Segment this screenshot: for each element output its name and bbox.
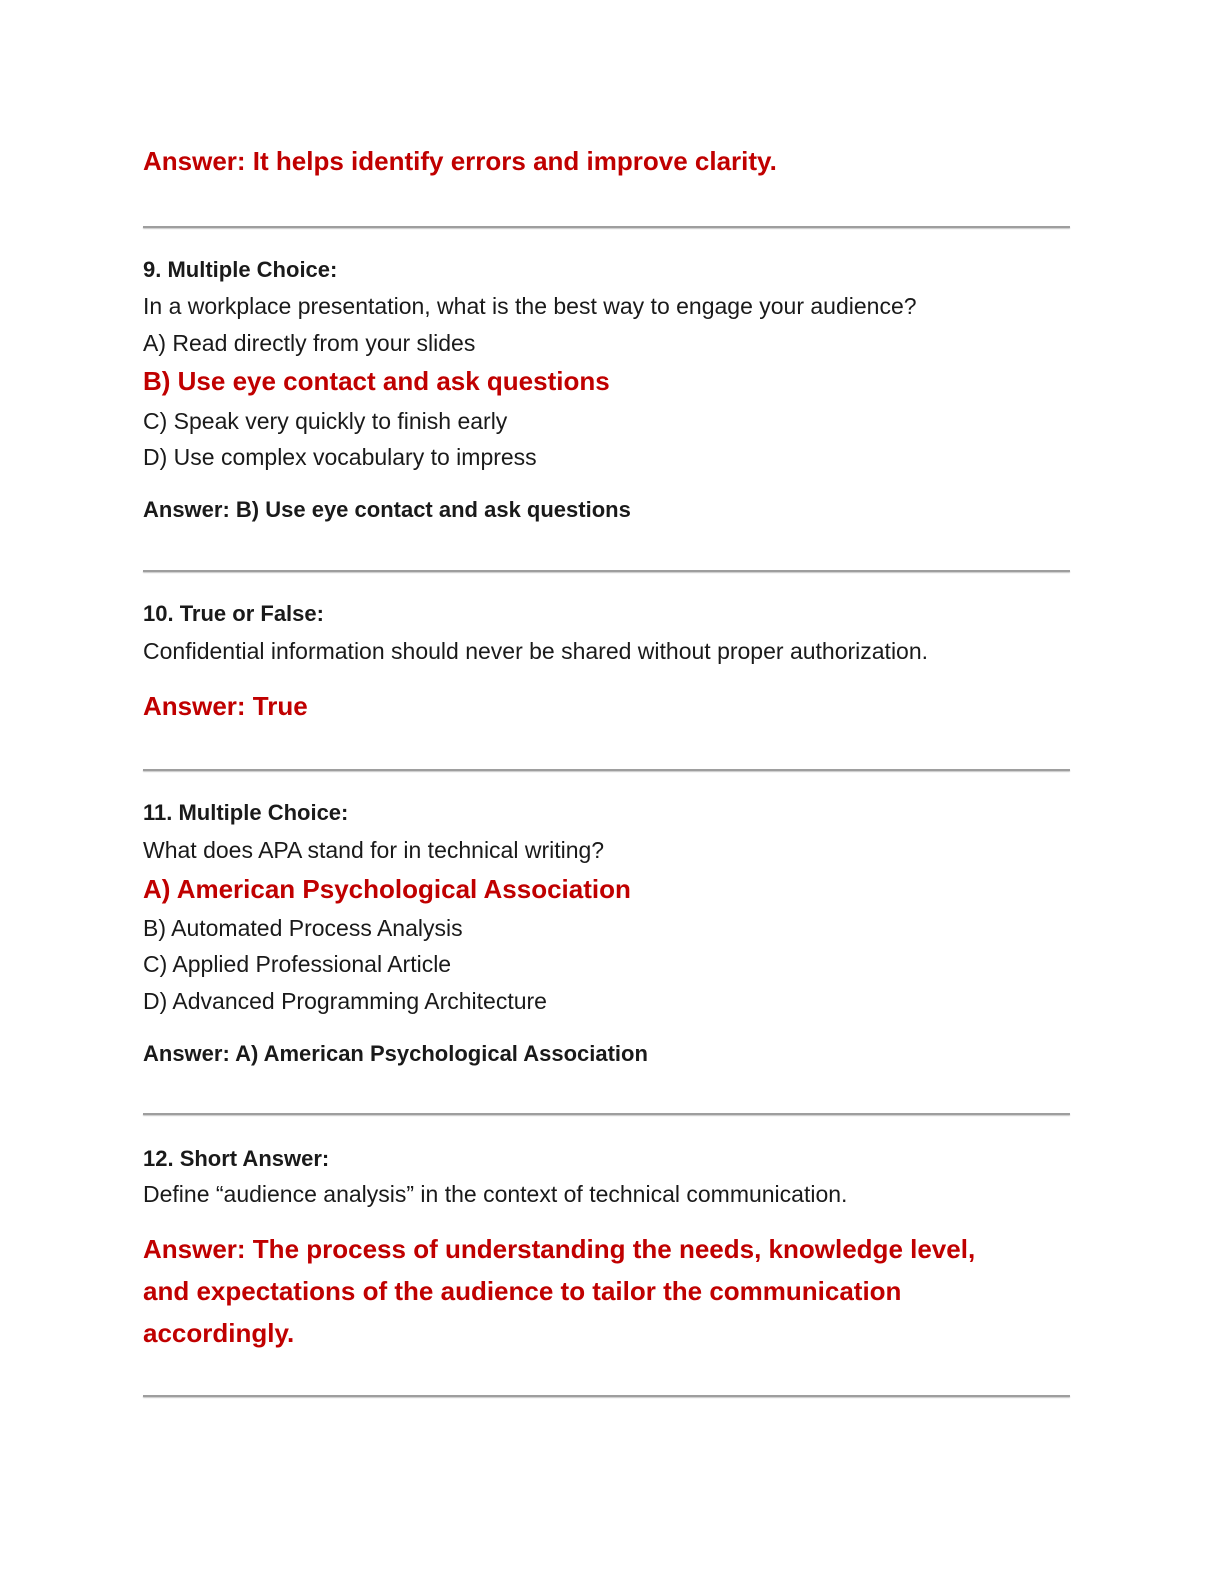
divider: [143, 570, 1070, 572]
divider: [143, 1395, 1070, 1397]
q11-option-b: B) Automated Process Analysis: [143, 915, 463, 941]
q11-option-d: D) Advanced Programming Architecture: [143, 988, 547, 1014]
q11-question: What does APA stand for in technical writing?: [143, 837, 605, 863]
q12-question: Define “audience analysis” in the context of technical communication.: [143, 1181, 848, 1207]
q9-answer: Answer: B) Use eye contact and ask questions: [143, 497, 631, 522]
q9-question: In a workplace presentation, what is the best way to engage your audience?: [143, 293, 917, 319]
q10-answer: Answer: True: [143, 691, 308, 721]
q9-option-d: D) Use complex vocabulary to impress: [143, 444, 537, 470]
q12-answer-line-1: Answer: The process of understanding the needs, knowledge level,: [143, 1234, 976, 1264]
q11-header: 11. Multiple Choice:: [143, 800, 349, 825]
q10-question: Confidential information should never be shared without proper authorization.: [143, 638, 929, 664]
q11-option-a-correct: A) American Psychological Association: [143, 874, 631, 904]
q8-answer: Answer: It helps identify errors and improve clarity.: [143, 146, 777, 176]
q11-answer: Answer: A) American Psychological Association: [143, 1041, 648, 1066]
q11-option-c: C) Applied Professional Article: [143, 951, 452, 977]
q9-option-a: A) Read directly from your slides: [143, 330, 476, 356]
q12-header: 12. Short Answer:: [143, 1146, 330, 1171]
divider: [143, 769, 1070, 771]
q9-option-b-correct: B) Use eye contact and ask questions: [143, 366, 610, 396]
q12-answer-line-2: and expectations of the audience to tailor the communication: [143, 1276, 902, 1306]
divider: [143, 1113, 1070, 1115]
q9-option-c: C) Speak very quickly to finish early: [143, 408, 508, 434]
divider: [143, 226, 1070, 228]
q12-answer-line-3: accordingly.: [143, 1318, 295, 1348]
q10-header: 10. True or False:: [143, 601, 324, 626]
q9-header: 9. Multiple Choice:: [143, 257, 338, 282]
